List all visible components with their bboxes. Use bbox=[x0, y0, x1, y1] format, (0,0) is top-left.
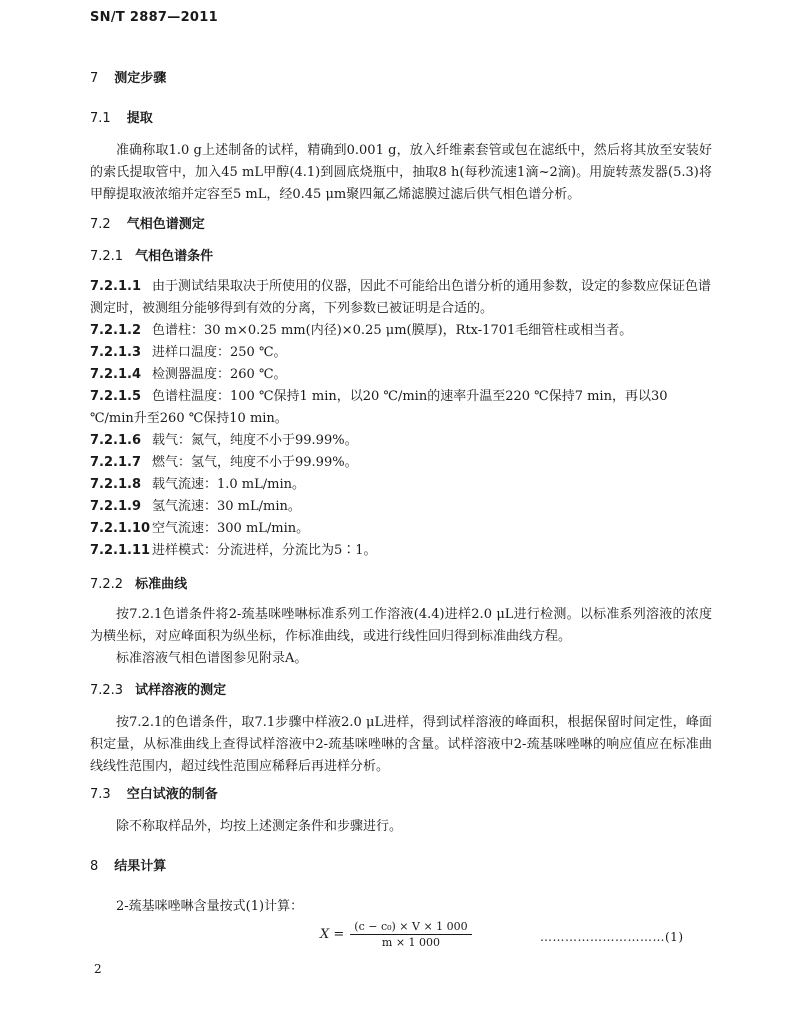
formula-lhs: X = bbox=[320, 927, 345, 942]
item-number: 7.2.1.6 bbox=[90, 433, 141, 448]
condition-item bbox=[90, 342, 712, 364]
standard-code-header: SN/T 2887—2011 bbox=[90, 10, 218, 25]
section-8-intro: 2-巯基咪唑啉含量按式(1)计算： bbox=[116, 899, 304, 914]
formula-numerator: (c − c₀) × V × 1 000 bbox=[350, 920, 471, 935]
item-number: 7.2.1.7 bbox=[90, 455, 141, 470]
item-number: 7.2.1.11 bbox=[90, 543, 151, 558]
section-title: 气相色谱条件 bbox=[135, 249, 214, 264]
section-title: 结果计算 bbox=[114, 859, 167, 874]
item-number: 7.2.1.8 bbox=[90, 477, 141, 492]
condition-item bbox=[90, 430, 712, 452]
condition-item bbox=[90, 276, 712, 320]
section-title: 测定步骤 bbox=[114, 71, 167, 86]
section-number: 7.2.1 bbox=[90, 249, 124, 264]
item-number: 7.2.1.3 bbox=[90, 345, 141, 360]
condition-item bbox=[90, 496, 712, 518]
section-title: 标准曲线 bbox=[135, 577, 188, 592]
page-number: 2 bbox=[94, 962, 102, 976]
item-number: 7.2.1.10 bbox=[90, 521, 151, 536]
section-7-1-paragraph: 准确称取1.0 g上述制备的试样，精确到0.001 g，放入纤维素套管或包在滤纸中，然后将其放至安装好的索氏提取管中，加入45 mL甲醇(4.1)到圆底烧瓶中，抽取8 h(每秒流速1滴~2滴)。用旋转蒸发器(5.3)将甲醇提取液浓缩并定容至5 mL，经0.45 μm聚四氟乙烯滤膜过滤后供气相色谱分析。 bbox=[90, 143, 712, 202]
section-7-1-heading bbox=[90, 108, 712, 130]
condition-item bbox=[90, 452, 712, 474]
section-7-2-3-paragraph: 按7.2.1的色谱条件，取7.1步骤中样液2.0 μL进样，得到试样溶液的峰面积，根据保留时间定性，峰面积定量，从标准曲线上查得试样溶液中2-巯基咪唑啉的含量。试样溶液中2-巯基咪唑啉的响应值应在标准曲线线性范围内，超过线性范围应稀释后再进样分析。 bbox=[90, 715, 712, 774]
section-number: 7.2.3 bbox=[90, 683, 124, 698]
section-number: 8 bbox=[90, 859, 99, 874]
condition-item bbox=[90, 474, 712, 496]
item-text: 载气流速：1.0 mL/min。 bbox=[152, 477, 306, 492]
item-number: 7.2.1.1 bbox=[90, 279, 141, 294]
section-8-heading bbox=[90, 856, 712, 878]
section-7-2-heading bbox=[90, 214, 712, 236]
section-number: 7 bbox=[90, 71, 99, 86]
section-7-2-3-heading bbox=[90, 680, 712, 702]
section-7-2-2-note: 标准溶液气相色谱图参见附录A。 bbox=[116, 651, 308, 666]
item-number: 7.2.1.4 bbox=[90, 367, 141, 382]
section-7-2-2-paragraph: 按7.2.1色谱条件将2-巯基咪唑啉标准系列工作溶液(4.4)进样2.0 μL进行检测。以标准系列溶液的浓度为横坐标，对应峰面积为纵坐标，作标准曲线，或进行线性回归得到标准曲线方程。 bbox=[90, 607, 712, 644]
item-text: 氢气流速：30 mL/min。 bbox=[152, 499, 301, 514]
item-number: 7.2.1.2 bbox=[90, 323, 141, 338]
item-text: 由于测试结果取决于所使用的仪器，因此不可能给出色谱分析的通用参数，设定的参数应保证色谱测定时，被测组分能够得到有效的分离，下列参数已被证明是合适的。 bbox=[90, 279, 712, 316]
item-text: 燃气：氢气，纯度不小于99.99%。 bbox=[152, 455, 358, 470]
formula-1 bbox=[320, 920, 472, 949]
section-number: 7.2.2 bbox=[90, 577, 124, 592]
formula-denominator: m × 1 000 bbox=[381, 936, 441, 949]
section-number: 7.3 bbox=[90, 787, 111, 802]
item-text: 进样模式：分流进样，分流比为5∶1。 bbox=[152, 543, 377, 558]
item-number: 7.2.1.9 bbox=[90, 499, 141, 514]
condition-item bbox=[90, 364, 712, 386]
condition-item bbox=[90, 540, 712, 562]
equation-number: …………………………(1) bbox=[540, 930, 684, 944]
condition-item bbox=[90, 320, 712, 342]
section-title: 气相色谱测定 bbox=[126, 217, 205, 232]
section-title: 提取 bbox=[126, 111, 153, 126]
section-title: 试样溶液的测定 bbox=[135, 683, 227, 698]
item-text: 色谱柱：30 m×0.25 mm(内径)×0.25 μm(膜厚)，Rtx-1701毛细管柱或相当者。 bbox=[152, 323, 633, 338]
section-7-3-paragraph: 除不称取样品外，均按上述测定条件和步骤进行。 bbox=[116, 819, 403, 834]
section-7-2-1-heading bbox=[90, 246, 712, 268]
formula-fraction bbox=[350, 920, 471, 949]
item-text: 检测器温度：260 ℃。 bbox=[152, 367, 287, 382]
item-text: 色谱柱温度：100 ℃保持1 min，以20 ℃/min的速率升温至220 ℃保持7 min，再以30 ℃/min升至260 ℃保持10 min。 bbox=[90, 389, 668, 426]
item-text: 进样口温度：250 ℃。 bbox=[152, 345, 287, 360]
item-text: 载气：氮气，纯度不小于99.99%。 bbox=[152, 433, 358, 448]
section-number: 7.1 bbox=[90, 111, 111, 126]
section-7-heading bbox=[90, 68, 712, 90]
item-number: 7.2.1.5 bbox=[90, 389, 141, 404]
condition-item bbox=[90, 518, 712, 540]
condition-item bbox=[90, 386, 712, 430]
section-number: 7.2 bbox=[90, 217, 111, 232]
section-title: 空白试液的制备 bbox=[126, 787, 218, 802]
section-7-3-heading bbox=[90, 784, 712, 806]
section-7-2-2-heading bbox=[90, 574, 712, 596]
item-text: 空气流速：300 mL/min。 bbox=[152, 521, 310, 536]
